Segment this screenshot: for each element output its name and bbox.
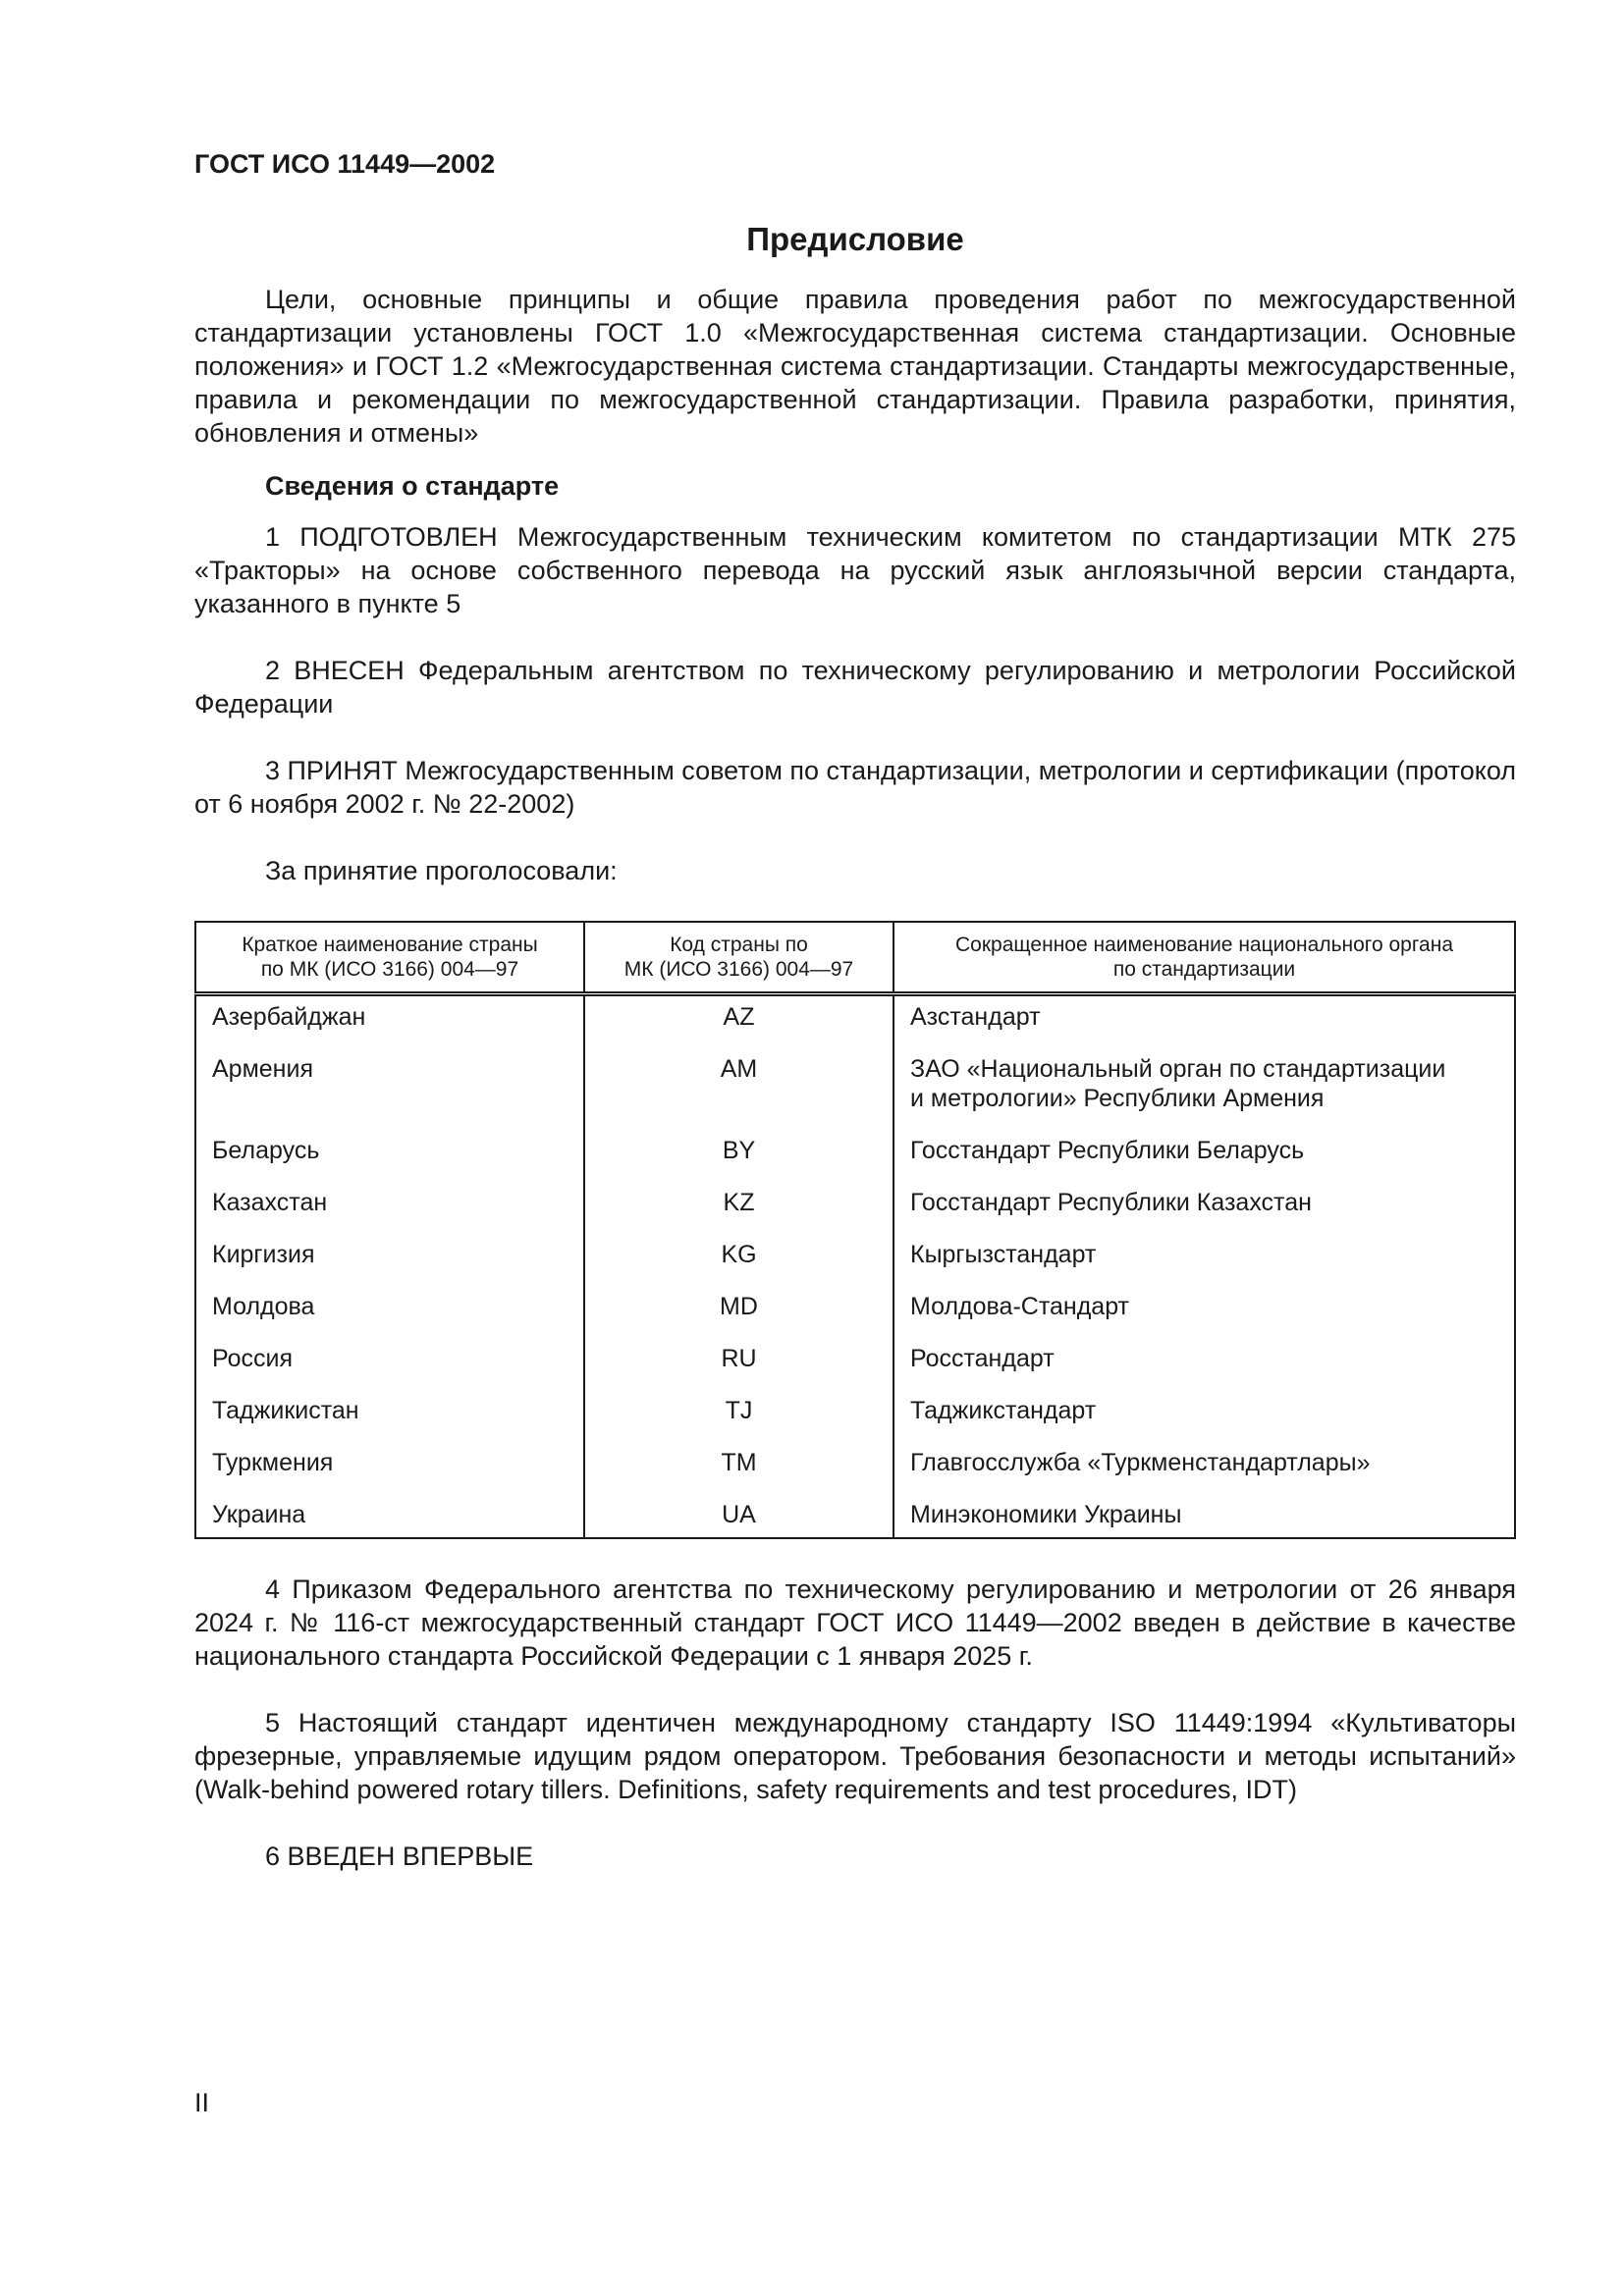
vote-label: За принятие проголосовали: [265,856,618,885]
table-row [195,1133,1515,1185]
country-name: Молдова [195,1289,584,1341]
country-code: MD [584,1289,893,1341]
table-row [195,1445,1515,1497]
item-3-paragraph: 3 ПРИНЯТ Межгосударственным советом по стандартизации, метрологии и сертификации (протокол от 6 ноября 2002 г. № 22-2002) [194,756,1517,819]
national-body: Росстандарт [893,1341,1515,1393]
country-name: Казахстан [195,1185,584,1237]
national-body: Госстандарт Республики Казахстан [893,1185,1515,1237]
country-name: Украина [195,1497,584,1538]
section-subheading: Сведения о стандарте [265,471,560,501]
table-row [195,1341,1515,1393]
country-code: AM [584,1051,893,1133]
page-content [194,220,1516,1906]
table-row [195,1393,1515,1445]
page-title: Предисловие [746,221,964,257]
document-header: ГОСТ ИСО 11449—2002 [194,149,496,179]
country-code: BY [584,1133,893,1185]
table-row [195,1051,1515,1133]
item-6-line: 6 ВВЕДЕН ВПЕРВЫЕ [265,1842,534,1871]
national-body: Таджикстандарт [893,1393,1515,1445]
country-code: AZ [584,994,893,1052]
national-body: Молдова-Стандарт [893,1289,1515,1341]
table-row [195,1289,1515,1341]
table-row [195,1185,1515,1237]
country-code: TM [584,1445,893,1497]
intro-paragraph: Цели, основные принципы и общие правила проведения работ по межгосударственной стандартизации установлены ГОСТ 1.0 «Межгосударственная система стандартизации. Основные положения» и ГОСТ 1.2 «Межгосударственная система стандартизации. Стандарты межгосударственные, правила и рекомендации по межгосударственной стандартизации. Правила разработки, принятия, обновления и отмены» [194,285,1516,448]
table-row [195,1497,1515,1538]
table-header-row [195,922,1515,994]
table-row [195,1237,1515,1289]
country-code: RU [584,1341,893,1393]
country-code: KG [584,1237,893,1289]
table-row [195,994,1515,1052]
country-name: Россия [195,1341,584,1393]
country-name: Беларусь [195,1133,584,1185]
item-2-paragraph: 2 ВНЕСЕН Федеральным агентством по техническому регулированию и метрологии Российской Федерации [194,656,1516,719]
column-header: Код страны по МК (ИСО 3166) 004—97 [584,922,893,994]
national-body: Госстандарт Республики Беларусь [893,1133,1515,1185]
country-name: Армения [195,1051,584,1133]
country-name: Киргизия [195,1237,584,1289]
page-number: II [194,2088,210,2117]
member-countries-table [194,921,1516,1539]
country-name: Туркмения [195,1445,584,1497]
country-name: Азербайджан [195,994,584,1052]
national-body: Кыргызстандарт [893,1237,1515,1289]
national-body: Минэкономики Украины [893,1497,1515,1538]
country-code: UA [584,1497,893,1538]
column-header: Краткое наименование страны по МК (ИСО 3166) 004—97 [195,922,584,994]
item-5-paragraph: 5 Настоящий стандарт идентичен международному стандарту ISO 11449:1994 «Культиваторы фрезерные, управляемые идущим рядом оператором. Требования безопасности и методы испытаний» (Walk-behind powered rotary tillers. Definitions, safety requirements and test procedures, IDT) [194,1708,1516,1804]
national-body: Азстандарт [893,994,1515,1052]
country-code: KZ [584,1185,893,1237]
country-code: TJ [584,1393,893,1445]
item-1-paragraph: 1 ПОДГОТОВЛЕН Межгосударственным техническим комитетом по стандартизации МТК 275 «Тракторы» на основе собственного перевода на русский язык англоязычной версии стандарта, указанного в пункте 5 [194,522,1516,618]
country-name: Таджикистан [195,1393,584,1445]
column-header: Сокращенное наименование национального органа по стандартизации [893,922,1515,994]
national-body: ЗАО «Национальный орган по стандартизации и метрологии» Республики Армения [893,1051,1515,1133]
national-body: Главгосслужба «Туркменстандартлары» [893,1445,1515,1497]
table-body [195,994,1515,1539]
item-4-paragraph: 4 Приказом Федерального агентства по техническому регулированию и метрологии от 26 января 2024 г. № 116-ст межгосударственный стандарт ГОСТ ИСО 11449—2002 введен в действие в качестве национального стандарта Российской Федерации с 1 января 2025 г. [194,1575,1516,1671]
